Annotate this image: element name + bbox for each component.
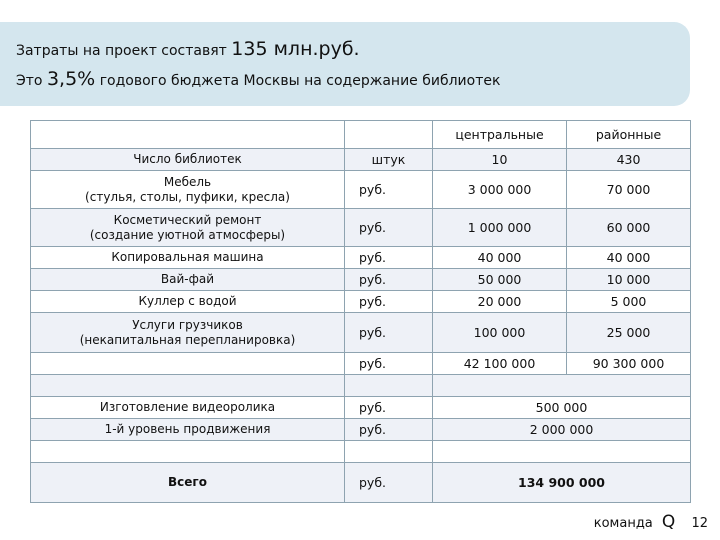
row-label: Изготовление видеоролика <box>31 397 345 419</box>
row-central-value: 20 000 <box>433 291 567 313</box>
header-empty-cell <box>345 121 433 149</box>
table-row <box>31 397 691 419</box>
empty-cell <box>31 441 345 463</box>
logo-letter: Q <box>661 512 676 532</box>
row-district-value: 5 000 <box>567 291 691 313</box>
row-label <box>31 313 345 353</box>
header-line-2-prefix: Это <box>16 73 43 89</box>
row-district-value: 90 300 000 <box>567 353 691 375</box>
table-row-grand-total <box>31 463 691 503</box>
row-label: Всего <box>31 463 345 503</box>
row-central-value: 42 100 000 <box>433 353 567 375</box>
empty-cell <box>345 375 433 397</box>
header-line-2-text: годового бюджета Москвы на содержание библиотек <box>99 73 501 89</box>
row-total-value: 2 000 000 <box>433 419 691 441</box>
row-district-value: 10 000 <box>567 269 691 291</box>
row-unit: руб. <box>345 171 433 209</box>
row-label: Вай-фай <box>31 269 345 291</box>
table-row <box>31 419 691 441</box>
header-line-1-value: 135 млн.руб. <box>231 38 360 60</box>
team-label: команда <box>593 516 653 531</box>
row-unit: руб. <box>345 313 433 353</box>
header-empty-cell <box>31 121 345 149</box>
row-label-empty <box>31 353 345 375</box>
row-label-line: (некапитальная перепланировка) <box>79 332 296 347</box>
row-central-value: 40 000 <box>433 247 567 269</box>
empty-cell <box>31 375 345 397</box>
row-unit: руб. <box>345 353 433 375</box>
row-unit: руб. <box>345 247 433 269</box>
table-row <box>31 209 691 247</box>
row-unit: руб. <box>345 463 433 503</box>
row-label-line: (создание уютной атмосферы) <box>89 227 286 242</box>
header-line-2-value: 3,5% <box>46 68 96 90</box>
row-label-line: Услуги грузчиков <box>132 317 243 332</box>
row-label <box>31 171 345 209</box>
header-line-1-text: Затраты на проект составят <box>16 43 227 59</box>
row-unit: руб. <box>345 397 433 419</box>
row-district-value: 430 <box>567 149 691 171</box>
row-label-line: Мебель <box>163 174 212 189</box>
table-row <box>31 149 691 171</box>
row-label-line: Косметический ремонт <box>113 212 262 227</box>
table-header-row <box>31 121 691 149</box>
table-row <box>31 247 691 269</box>
row-unit: штук <box>345 149 433 171</box>
header-banner <box>0 22 690 106</box>
costs-table <box>30 120 691 503</box>
col-central-header: центральные <box>433 121 567 149</box>
row-district-value: 40 000 <box>567 247 691 269</box>
empty-cell <box>433 441 691 463</box>
row-central-value: 1 000 000 <box>433 209 567 247</box>
row-unit: руб. <box>345 209 433 247</box>
col-district-header: районные <box>567 121 691 149</box>
table-row <box>31 269 691 291</box>
row-central-value: 100 000 <box>433 313 567 353</box>
table-row-subtotal <box>31 353 691 375</box>
row-unit: руб. <box>345 269 433 291</box>
row-central-value: 50 000 <box>433 269 567 291</box>
row-label: Копировальная машина <box>31 247 345 269</box>
footer <box>594 512 708 532</box>
row-unit: руб. <box>345 419 433 441</box>
row-district-value: 25 000 <box>567 313 691 353</box>
row-label: 1-й уровень продвижения <box>31 419 345 441</box>
page-number: 12 <box>691 516 708 531</box>
header-line-2 <box>16 68 500 90</box>
row-central-value: 3 000 000 <box>433 171 567 209</box>
row-district-value: 70 000 <box>567 171 691 209</box>
row-central-value: 10 <box>433 149 567 171</box>
row-label <box>31 209 345 247</box>
row-label: Куллер с водой <box>31 291 345 313</box>
row-label: Число библиотек <box>31 149 345 171</box>
row-label-line: (стулья, столы, пуфики, кресла) <box>85 189 290 204</box>
table-row <box>31 313 691 353</box>
empty-cell <box>345 441 433 463</box>
header-line-1 <box>16 38 360 60</box>
table-spacer-row <box>31 441 691 463</box>
row-total-value: 500 000 <box>433 397 691 419</box>
row-district-value: 60 000 <box>567 209 691 247</box>
empty-cell <box>433 375 691 397</box>
table-row <box>31 171 691 209</box>
row-total-value: 134 900 000 <box>433 463 691 503</box>
row-unit: руб. <box>345 291 433 313</box>
table-row <box>31 291 691 313</box>
table-spacer-row <box>31 375 691 397</box>
